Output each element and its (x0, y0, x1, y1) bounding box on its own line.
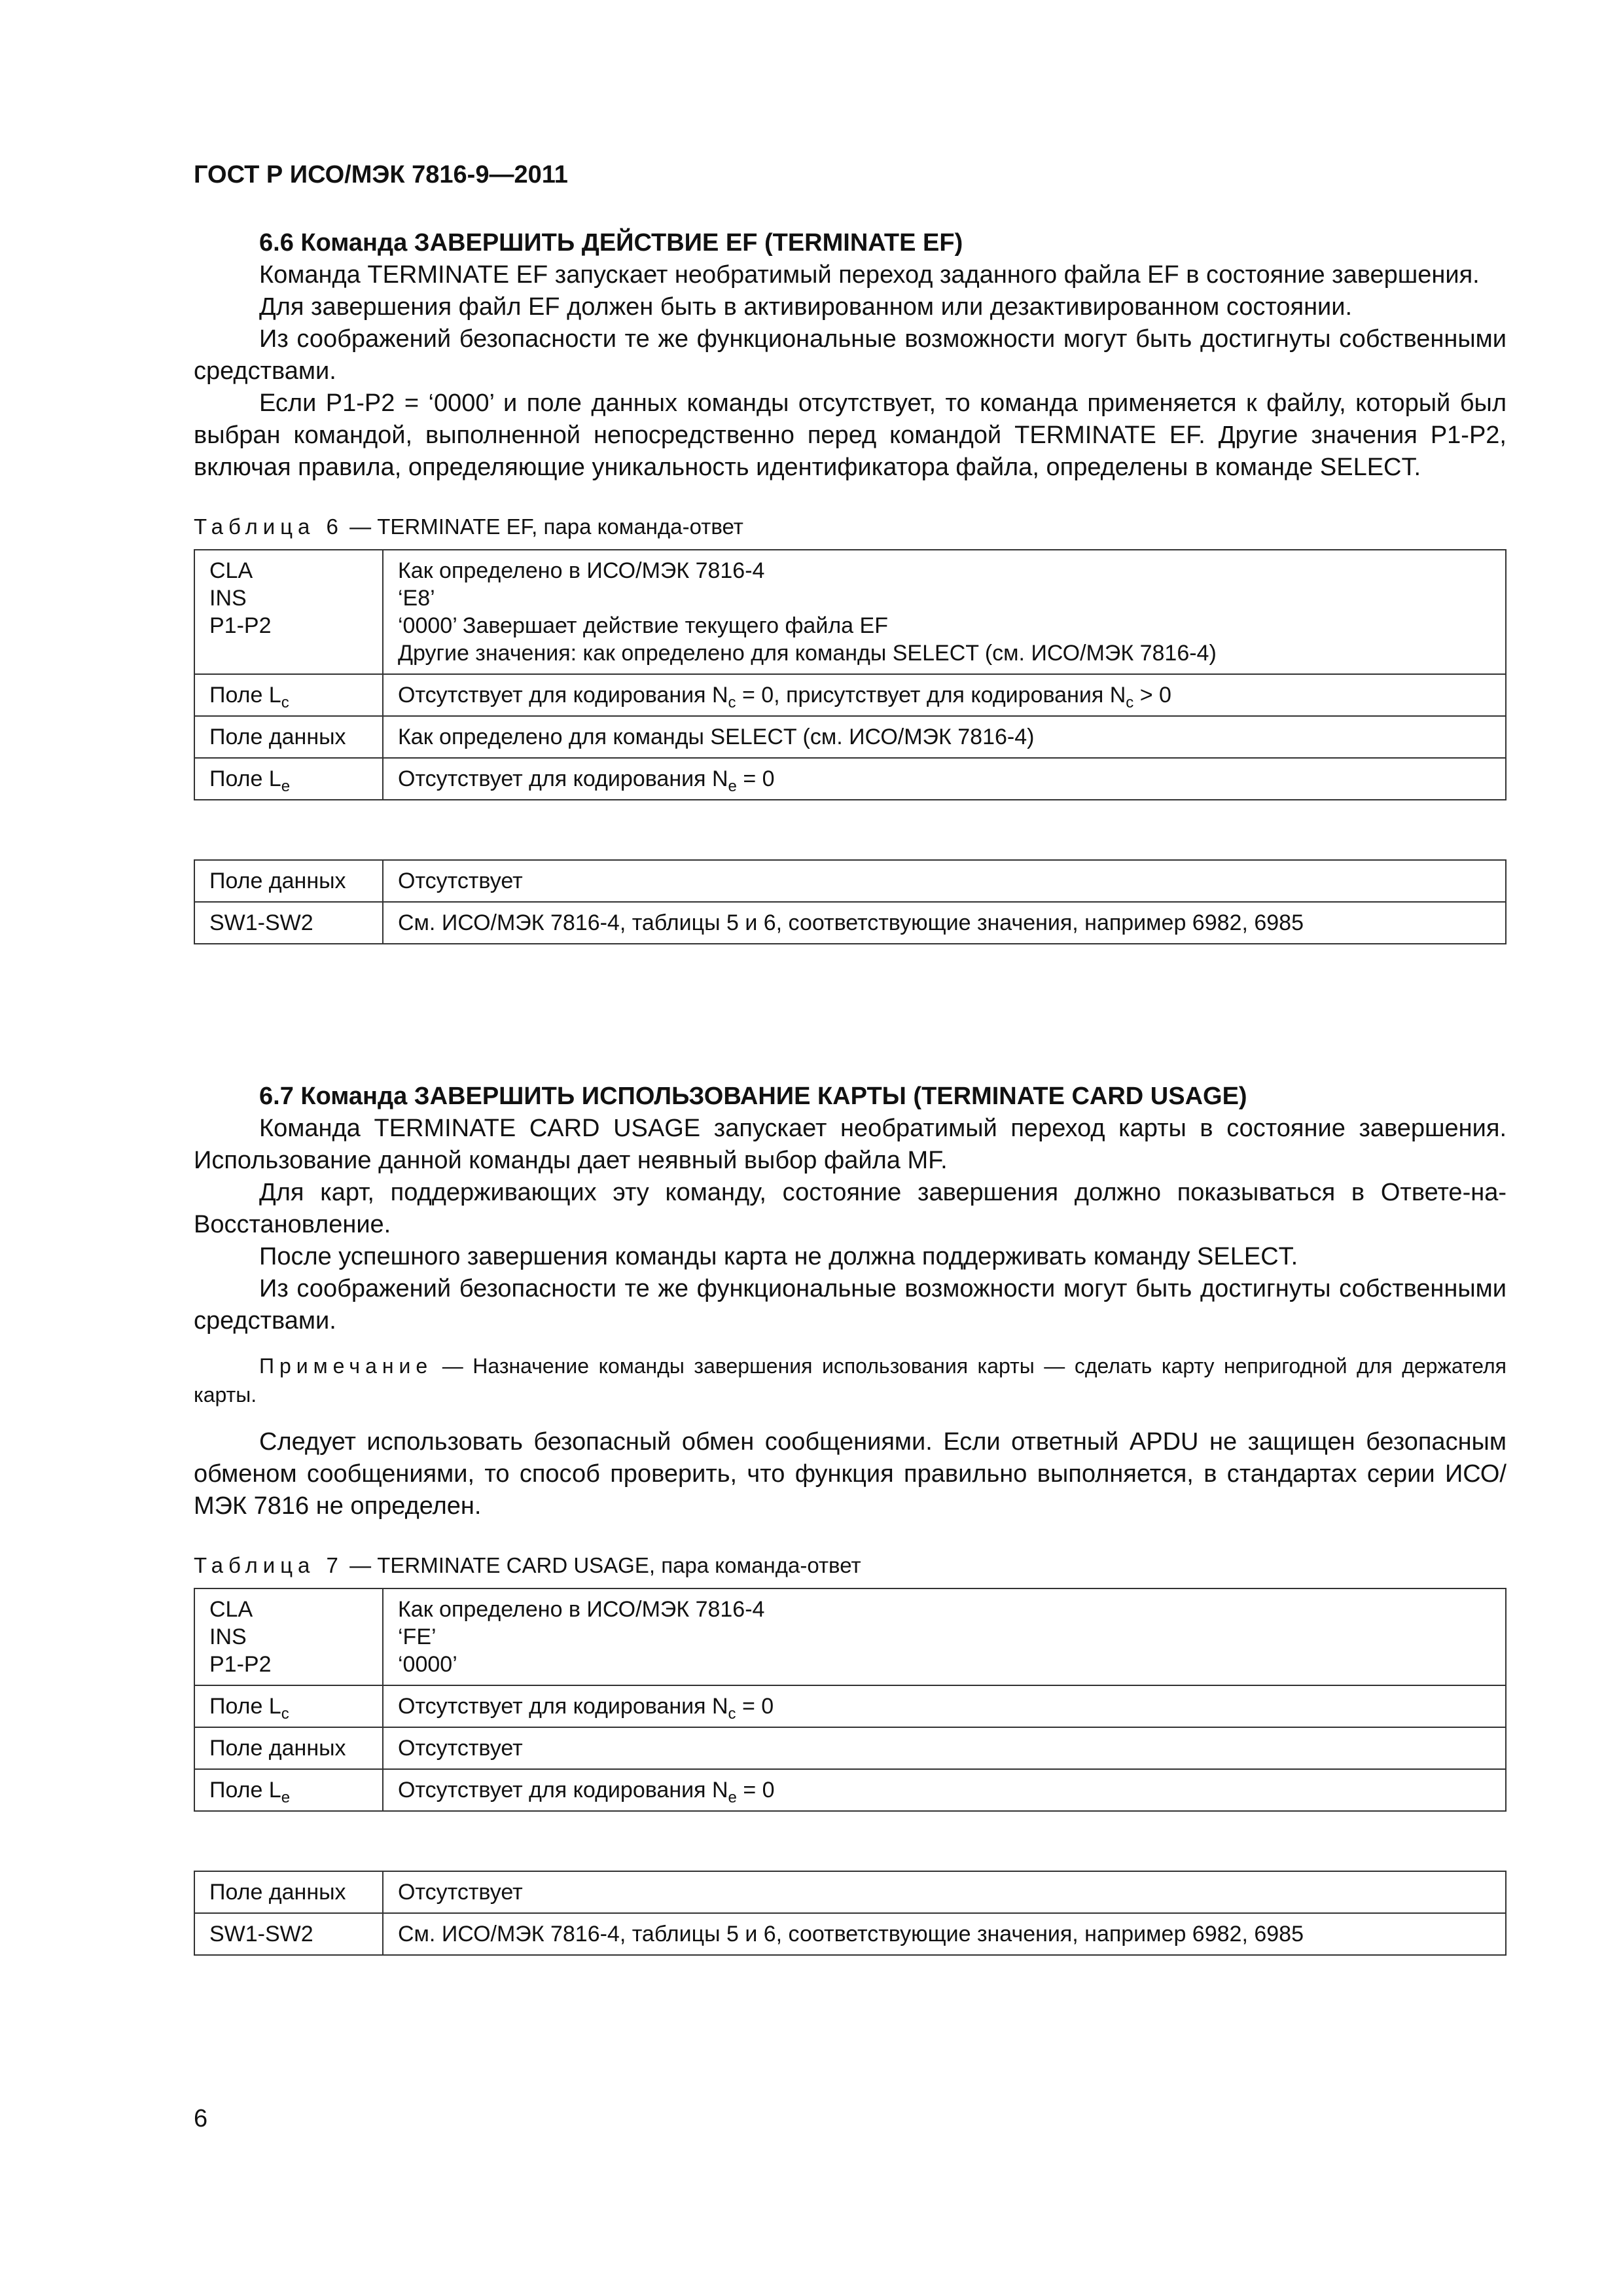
le-value-b: = 0 (736, 1778, 775, 1803)
lc-value-a: Отсутствует для кодирования N (398, 1694, 728, 1719)
lc-field-label (194, 674, 383, 716)
ins-value: ‘FE’ (398, 1624, 437, 1649)
response-data-value: Отсутствует (383, 1871, 1506, 1913)
lc-value-a: Отсутствует для кодирования N (398, 683, 728, 708)
page-number: 6 (194, 2105, 208, 2132)
table-row (194, 1685, 1506, 1727)
data-field-value: Как определено для команды SELECT (см. ИСО/МЭК 7816-4) (383, 716, 1506, 758)
table-row (194, 716, 1506, 758)
lc-value-b: = 0, присутствует для кодирования N (736, 683, 1126, 708)
sw-value: См. ИСО/МЭК 7816-4, таблицы 5 и 6, соответствующие значения, например 6982, 6985 (383, 902, 1506, 944)
le-label-text: Поле L (209, 766, 281, 791)
p1p2-other-value: Другие значения: как определено для команды SELECT (см. ИСО/МЭК 7816-4) (398, 641, 1217, 666)
le-field-label (194, 1769, 383, 1811)
le-value-a: Отсутствует для кодирования N (398, 766, 728, 791)
paragraph: Команда TERMINATE EF запускает необратимый переход заданного файла EF в состояние завершения. (259, 261, 1480, 289)
command-table (194, 549, 1507, 800)
p1p2-value: ‘0000’ (398, 1652, 457, 1677)
paragraph: Команда TERMINATE CARD USAGE запускает необратимый переход карты в состояние завершения. Использование данной команды дает неявный выбор файла MF. (194, 1115, 1507, 1174)
le-value-sub: e (728, 1789, 737, 1806)
table-caption (194, 512, 1507, 541)
table-row (194, 550, 1506, 674)
table-row (194, 1871, 1506, 1913)
table-row (194, 674, 1506, 716)
table-caption-label: Таблица 6 (194, 514, 344, 539)
ins-value: ‘E8’ (398, 586, 435, 611)
data-field-label: Поле данных (194, 716, 383, 758)
le-value-b: = 0 (736, 766, 775, 791)
response-table (194, 1871, 1507, 1956)
note (194, 1352, 1507, 1409)
ins-label: INS (209, 1624, 247, 1649)
table-row (194, 1769, 1506, 1811)
paragraph: Из соображений безопасности те же функциональные возможности могут быть достигнуты собственными средствами. (194, 1275, 1507, 1335)
lc-label-text: Поле L (209, 1694, 281, 1719)
le-field-value (383, 1769, 1506, 1811)
cla-label: CLA (209, 1597, 253, 1622)
table-caption-text: — TERMINATE CARD USAGE, пара команда-ответ (349, 1553, 861, 1577)
command-table (194, 1588, 1507, 1812)
lc-label-text: Поле L (209, 683, 281, 708)
cla-label: CLA (209, 558, 253, 583)
lc-value-sub: c (728, 1705, 736, 1723)
cla-value: Как определено в ИСО/МЭК 7816-4 (398, 1597, 765, 1622)
table-row (194, 1727, 1506, 1769)
lc-value-c: > 0 (1133, 683, 1171, 708)
section-title: 6.6 Команда ЗАВЕРШИТЬ ДЕЙСТВИЕ EF (TERMINATE EF) (259, 229, 963, 257)
lc-field-label (194, 1685, 383, 1727)
paragraph: Для завершения файл EF должен быть в активированном или дезактивированном состоянии. (259, 293, 1353, 321)
lc-value-b: = 0 (736, 1694, 774, 1719)
p1p2-value: ‘0000’ Завершает действие текущего файла EF (398, 613, 888, 638)
sw-label: SW1-SW2 (194, 902, 383, 944)
paragraph: Для карт, поддерживающих эту команду, состояние завершения должно показываться в Ответе-на-Восстановление. (194, 1179, 1507, 1238)
table-caption-label: Таблица 7 (194, 1553, 344, 1577)
table-caption (194, 1551, 1507, 1580)
table-caption-text: — TERMINATE EF, пара команда-ответ (349, 514, 743, 539)
p1p2-label: P1-P2 (209, 1652, 272, 1677)
table-cell-value (383, 550, 1506, 674)
table-row (194, 1588, 1506, 1685)
le-label-text: Поле L (209, 1778, 281, 1803)
section-6-6 (194, 226, 1507, 944)
lc-label-sub: c (281, 1705, 289, 1723)
sw-value: См. ИСО/МЭК 7816-4, таблицы 5 и 6, соответствующие значения, например 6982, 6985 (383, 1913, 1506, 1955)
p1p2-label: P1-P2 (209, 613, 272, 638)
paragraph: Следует использовать безопасный обмен сообщениями. Если ответный APDU не защищен безопасным обменом сообщениями, то способ проверить, что функция правильно выполняется, в стандартах серии ИСО/МЭК 7816 не определен. (194, 1428, 1507, 1520)
data-field-value: Отсутствует (383, 1727, 1506, 1769)
cla-value: Как определено в ИСО/МЭК 7816-4 (398, 558, 765, 583)
table-row (194, 860, 1506, 902)
lc-field-value (383, 1685, 1506, 1727)
le-field-value (383, 758, 1506, 800)
section-title: 6.7 Команда ЗАВЕРШИТЬ ИСПОЛЬЗОВАНИЕ КАРТЫ (TERMINATE CARD USAGE) (259, 1083, 1247, 1110)
lc-field-value (383, 674, 1506, 716)
le-value-a: Отсутствует для кодирования N (398, 1778, 728, 1803)
note-text: — Назначение команды завершения использования карты — сделать карту непригодной для держателя карты. (194, 1354, 1507, 1407)
response-data-label: Поле данных (194, 860, 383, 902)
note-label: Примечание (259, 1354, 433, 1378)
le-label-sub: e (281, 778, 291, 795)
response-data-label: Поле данных (194, 1871, 383, 1913)
lc-label-sub: c (281, 694, 289, 711)
document-header: ГОСТ Р ИСО/МЭК 7816-9—2011 (194, 161, 568, 188)
data-field-label: Поле данных (194, 1727, 383, 1769)
document-page (194, 0, 1507, 2296)
section-6-7 (194, 1080, 1507, 1956)
paragraph: Из соображений безопасности те же функциональные возможности могут быть достигнуты собственными средствами. (194, 325, 1507, 385)
le-label-sub: e (281, 1789, 291, 1806)
paragraph: После успешного завершения команды карта не должна поддерживать команду SELECT. (259, 1243, 1298, 1270)
le-field-label (194, 758, 383, 800)
table-row (194, 1913, 1506, 1955)
table-row (194, 902, 1506, 944)
paragraph: Если P1-P2 = ‘0000’ и поле данных команды отсутствует, то команда применяется к файлу, который был выбран командой, выполненной непосредственно перед командой TERMINATE EF. Другие значения P1-P2, включая правила, определяющие уникальность идентификатора файла, определены в команде SELECT. (194, 389, 1507, 481)
table-row (194, 758, 1506, 800)
le-value-sub: e (728, 778, 737, 795)
response-table (194, 859, 1507, 944)
sw-label: SW1-SW2 (194, 1913, 383, 1955)
table-cell-label (194, 1588, 383, 1685)
table-cell-value (383, 1588, 1506, 1685)
lc-value-sub: c (1126, 694, 1134, 711)
response-data-value: Отсутствует (383, 860, 1506, 902)
ins-label: INS (209, 586, 247, 611)
table-cell-label (194, 550, 383, 674)
lc-value-sub: c (728, 694, 736, 711)
